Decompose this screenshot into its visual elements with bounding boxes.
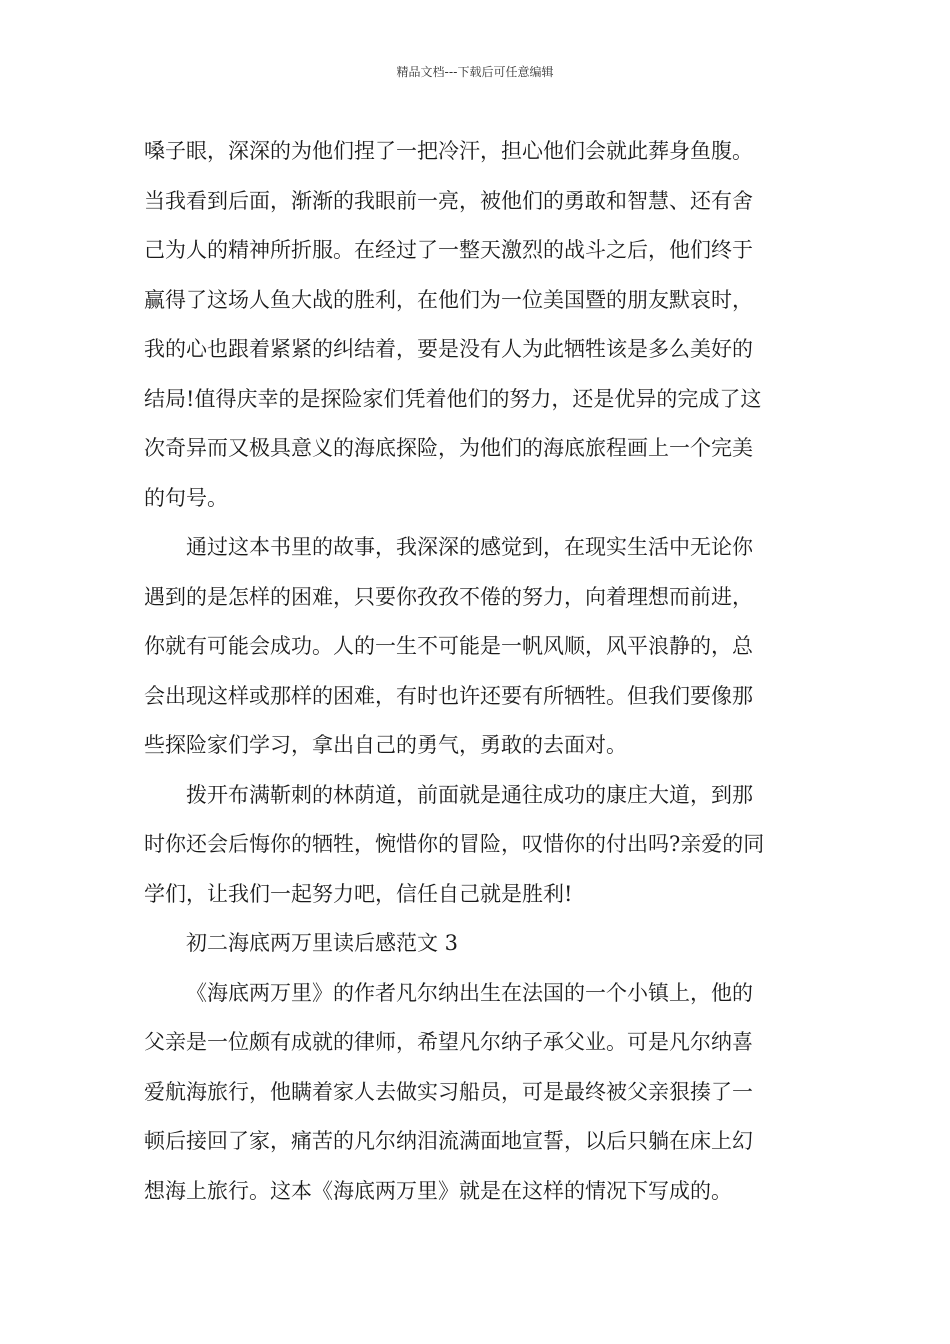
text-line: 些探险家们学习，拿出自己的勇气，勇敢的去面对。 — [144, 733, 627, 757]
text-line: 会出现这样或那样的困难，有时也许还要有所牺牲。但我们要像那 — [144, 683, 753, 708]
text-line: 父亲是一位颇有成就的律师，希望凡尔纳子承父业。可是凡尔纳喜 — [144, 1030, 753, 1054]
text-line: 的句号。 — [144, 485, 228, 510]
text-line: 嗓子眼，深深的为他们捏了一把冷汗，担心他们会就此葬身鱼腹。 — [144, 139, 753, 163]
text-line: 时你还会后悔你的牺牲，惋惜你的冒险，叹惜你的付出吗?亲爱的同 — [144, 832, 765, 856]
text-line: 我的心也跟着紧紧的纠结着，要是没有人为此牺牲该是多么美好的 — [144, 337, 753, 361]
text-line: 你就有可能会成功。人的一生不可能是一帆风顺，风平浪静的，总 — [144, 634, 753, 658]
paragraph-start-line: 通过这本书里的故事，我深深的感觉到，在现实生活中无论你 — [186, 535, 753, 559]
paragraph-start-line: 《海底两万里》的作者凡尔纳出生在法国的一个小镇上，他的 — [186, 980, 753, 1005]
text-line: 想海上旅行。这本《海底两万里》就是在这样的情况下写成的。 — [144, 1178, 732, 1203]
section-heading: 初二海底两万里读后感范文 3 — [186, 931, 459, 955]
text-line: 遇到的是怎样的困难，只要你孜孜不倦的努力，向着理想而前进， — [144, 584, 753, 609]
text-line: 学们，让我们一起努力吧，信任自己就是胜利! — [144, 881, 573, 906]
text-line: 己为人的精神所折服。在经过了一整天激烈的战斗之后，他们终于 — [144, 238, 753, 262]
text-line: 当我看到后面，渐渐的我眼前一亮，被他们的勇敢和智慧、还有舍 — [144, 188, 753, 213]
paragraph-start-line: 拨开布满靳刺的林荫道，前面就是通往成功的康庄大道，到那 — [186, 782, 753, 807]
text-line: 顿后接回了家，痛苦的凡尔纳泪流满面地宣誓，以后只躺在床上幻 — [144, 1129, 753, 1153]
text-line: 结局!值得庆幸的是探险家们凭着他们的努力，还是优异的完成了这 — [144, 386, 762, 411]
page-header: 精品文档---下载后可任意编辑 — [396, 65, 554, 79]
text-line: 次奇异而又极具意义的海底探险，为他们的海底旅程画上一个完美 — [144, 436, 753, 460]
text-line: 爱航海旅行，他瞒着家人去做实习船员，可是最终被父亲狠揍了一 — [144, 1079, 753, 1104]
text-line: 赢得了这场人鱼大战的胜利，在他们为一位美国暨的朋友默哀时， — [144, 287, 753, 312]
document-body — [144, 127, 812, 1216]
